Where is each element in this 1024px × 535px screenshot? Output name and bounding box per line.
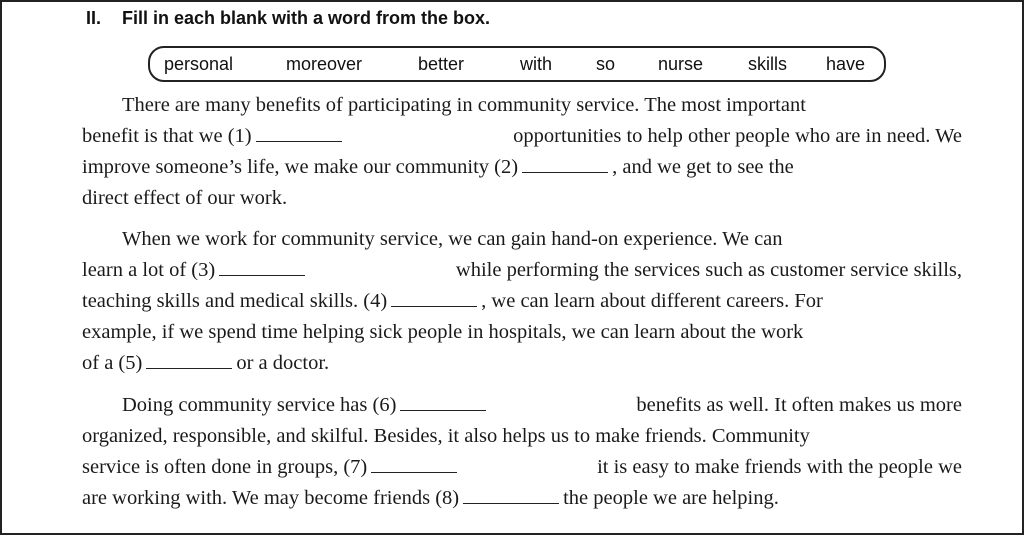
line-text: benefit is that we (1) — [82, 125, 252, 147]
line-text: benefits as well. It often makes us more — [636, 394, 962, 416]
line-text: while performing the services such as customer service skills, — [455, 259, 962, 281]
blank-2[interactable] — [522, 156, 608, 173]
paragraph-line: direct effect of our work. — [82, 187, 288, 209]
word-box-item: moreover — [286, 54, 363, 74]
paragraph-line — [82, 286, 962, 317]
blank-7[interactable] — [371, 456, 457, 473]
paragraph-line: When we work for community service, we can gain hand-on experience. We can — [122, 228, 783, 250]
blank-4[interactable] — [391, 290, 477, 307]
word-box-item: have — [826, 54, 866, 74]
word-box-item: skills — [748, 54, 787, 74]
paragraph-line — [82, 452, 962, 483]
line-text: opportunities to help other people who are in need. We — [513, 125, 962, 147]
line-text: or a doctor. — [236, 352, 330, 374]
exercise-instruction: Fill in each blank with a word from the box. — [122, 8, 491, 28]
word-box-item: personal — [164, 54, 234, 74]
paragraph-line — [82, 483, 779, 514]
word-box-item: better — [418, 54, 465, 74]
blank-5[interactable] — [146, 352, 232, 369]
line-text: , and we get to see the — [612, 156, 794, 178]
paragraph-line — [122, 390, 962, 421]
line-text: , we can learn about different careers. For — [481, 290, 823, 312]
word-box-item: so — [596, 54, 616, 74]
line-text: Doing community service has (6) — [122, 394, 397, 416]
exercise-number: II. — [86, 8, 102, 28]
line-text: service is often done in groups, (7) — [82, 456, 368, 478]
line-text: teaching skills and medical skills. (4) — [82, 290, 388, 312]
blank-1[interactable] — [256, 125, 342, 142]
line-text: of a (5) — [82, 352, 143, 374]
blank-3[interactable] — [219, 259, 305, 276]
paragraph-line: example, if we spend time helping sick people in hospitals, we can learn about the work — [82, 321, 804, 343]
paragraph-line — [82, 121, 962, 152]
word-box — [148, 46, 886, 82]
line-text: it is easy to make friends with the people we — [597, 456, 962, 478]
line-text: improve someone’s life, we make our community (2) — [82, 156, 519, 178]
word-box-item: with — [520, 54, 553, 74]
paragraph-line: There are many benefits of participating in community service. The most important — [122, 94, 806, 116]
line-text: are working with. We may become friends (8) — [82, 487, 460, 509]
word-box-item: nurse — [658, 54, 704, 74]
paragraph-line — [82, 152, 962, 183]
paragraph-line — [82, 255, 962, 286]
paragraph-line — [82, 348, 329, 379]
line-text: the people we are helping. — [563, 487, 779, 509]
line-text: learn a lot of (3) — [82, 259, 216, 281]
paragraph-line: organized, responsible, and skilful. Besides, it also helps us to make friends. Community — [82, 425, 810, 447]
blank-8[interactable] — [463, 487, 559, 504]
blank-6[interactable] — [400, 394, 486, 411]
